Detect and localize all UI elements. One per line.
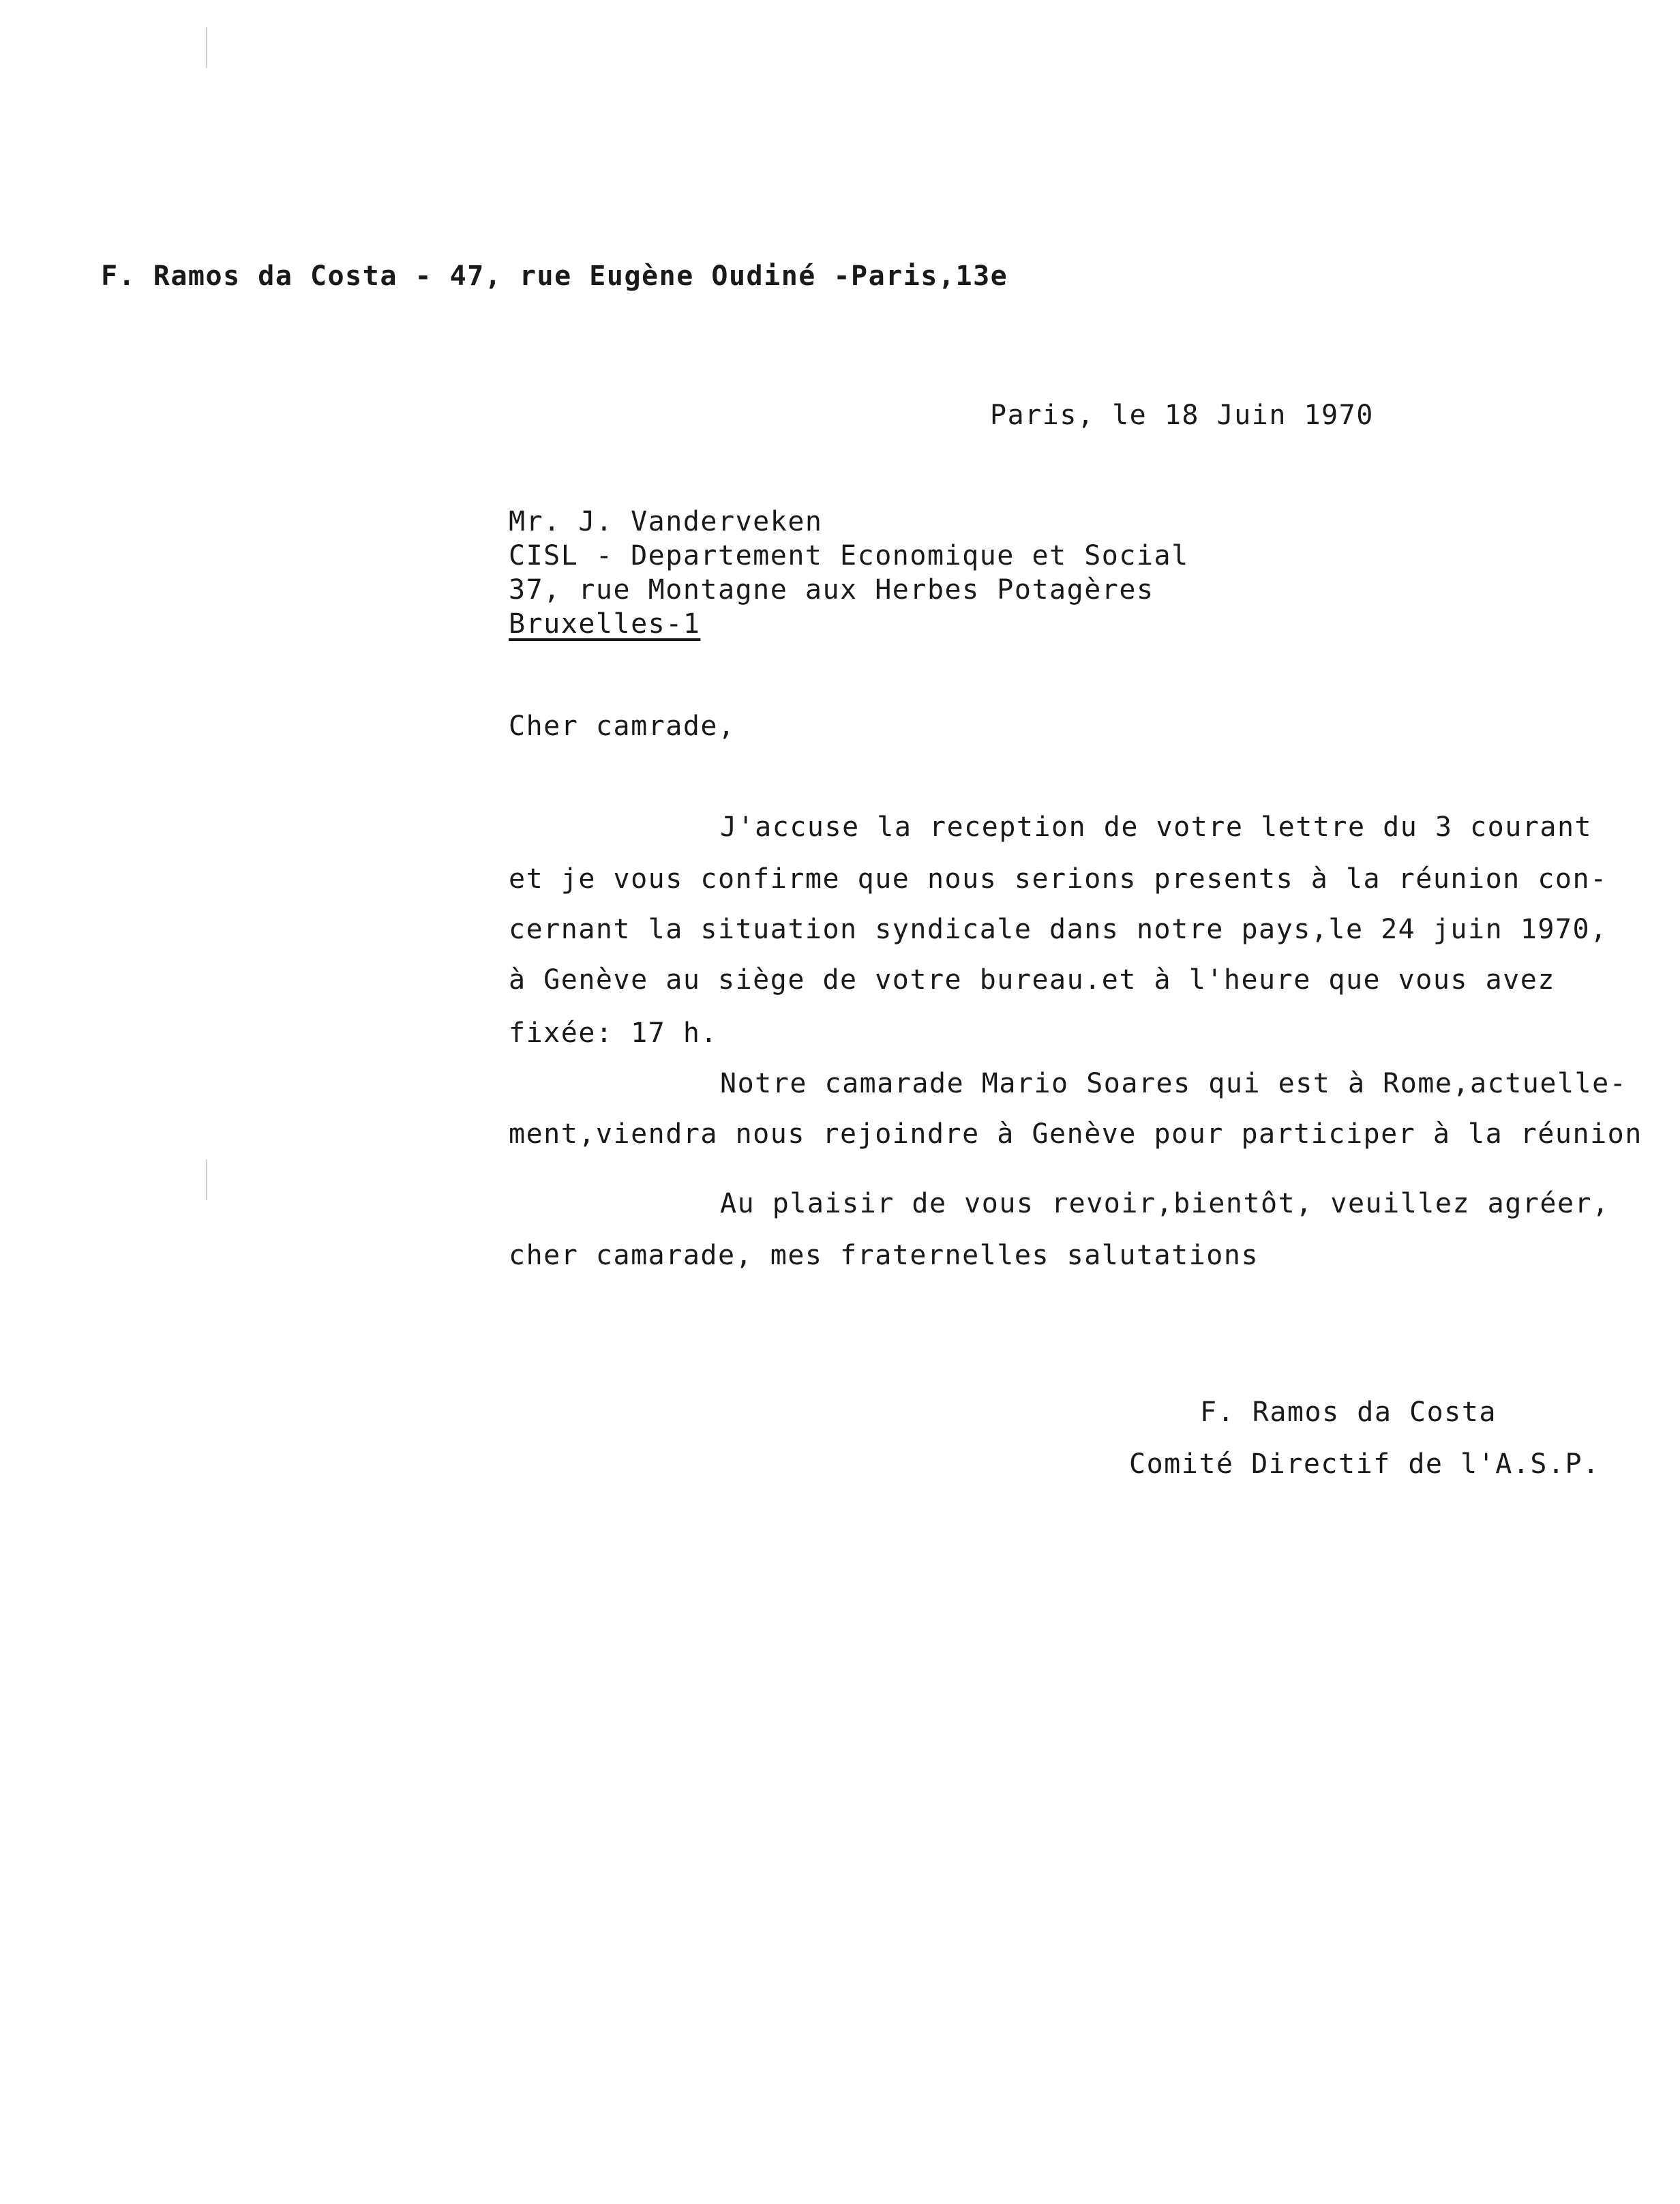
body-line: cernant la situation syndicale dans notre pays,le 24 juin 1970, (509, 914, 1608, 945)
signature-name: F. Ramos da Costa (1200, 1397, 1497, 1428)
salutation: Cher camrade, (509, 711, 736, 742)
body-line: Au plaisir de vous revoir,bientôt, veuillez agréer, (720, 1188, 1610, 1219)
body-line: à Genève au siège de votre bureau.et à l'heure que vous avez (509, 964, 1555, 996)
recipient-street: 37, rue Montagne aux Herbes Potagères (509, 574, 1154, 606)
body-line: fixée: 17 h. (509, 1017, 718, 1049)
recipient-city: Bruxelles-1 (509, 608, 701, 640)
body-line: et je vous confirme que nous serions presents à la réunion con- (509, 863, 1608, 895)
recipient-name: Mr. J. Vanderveken (509, 506, 823, 537)
recipient-organization: CISL - Departement Economique et Social (509, 540, 1189, 571)
margin-mark-top (206, 27, 207, 68)
date-line: Paris, le 18 Juin 1970 (990, 400, 1374, 431)
body-line: J'accuse la reception de votre lettre du 3 courant (720, 811, 1593, 843)
body-line: cher camarade, mes fraternelles salutations (509, 1240, 1259, 1271)
signature-title: Comité Directif de l'A.S.P. (1129, 1448, 1600, 1480)
margin-mark-middle (206, 1159, 207, 1200)
body-line: ment,viendra nous rejoindre à Genève pour participer à la réunion (509, 1118, 1642, 1150)
body-line: Notre camarade Mario Soares qui est à Rome,actuelle- (720, 1068, 1627, 1099)
sender-line: F. Ramos da Costa - 47, rue Eugène Oudiné -Paris,13e (101, 260, 1008, 292)
